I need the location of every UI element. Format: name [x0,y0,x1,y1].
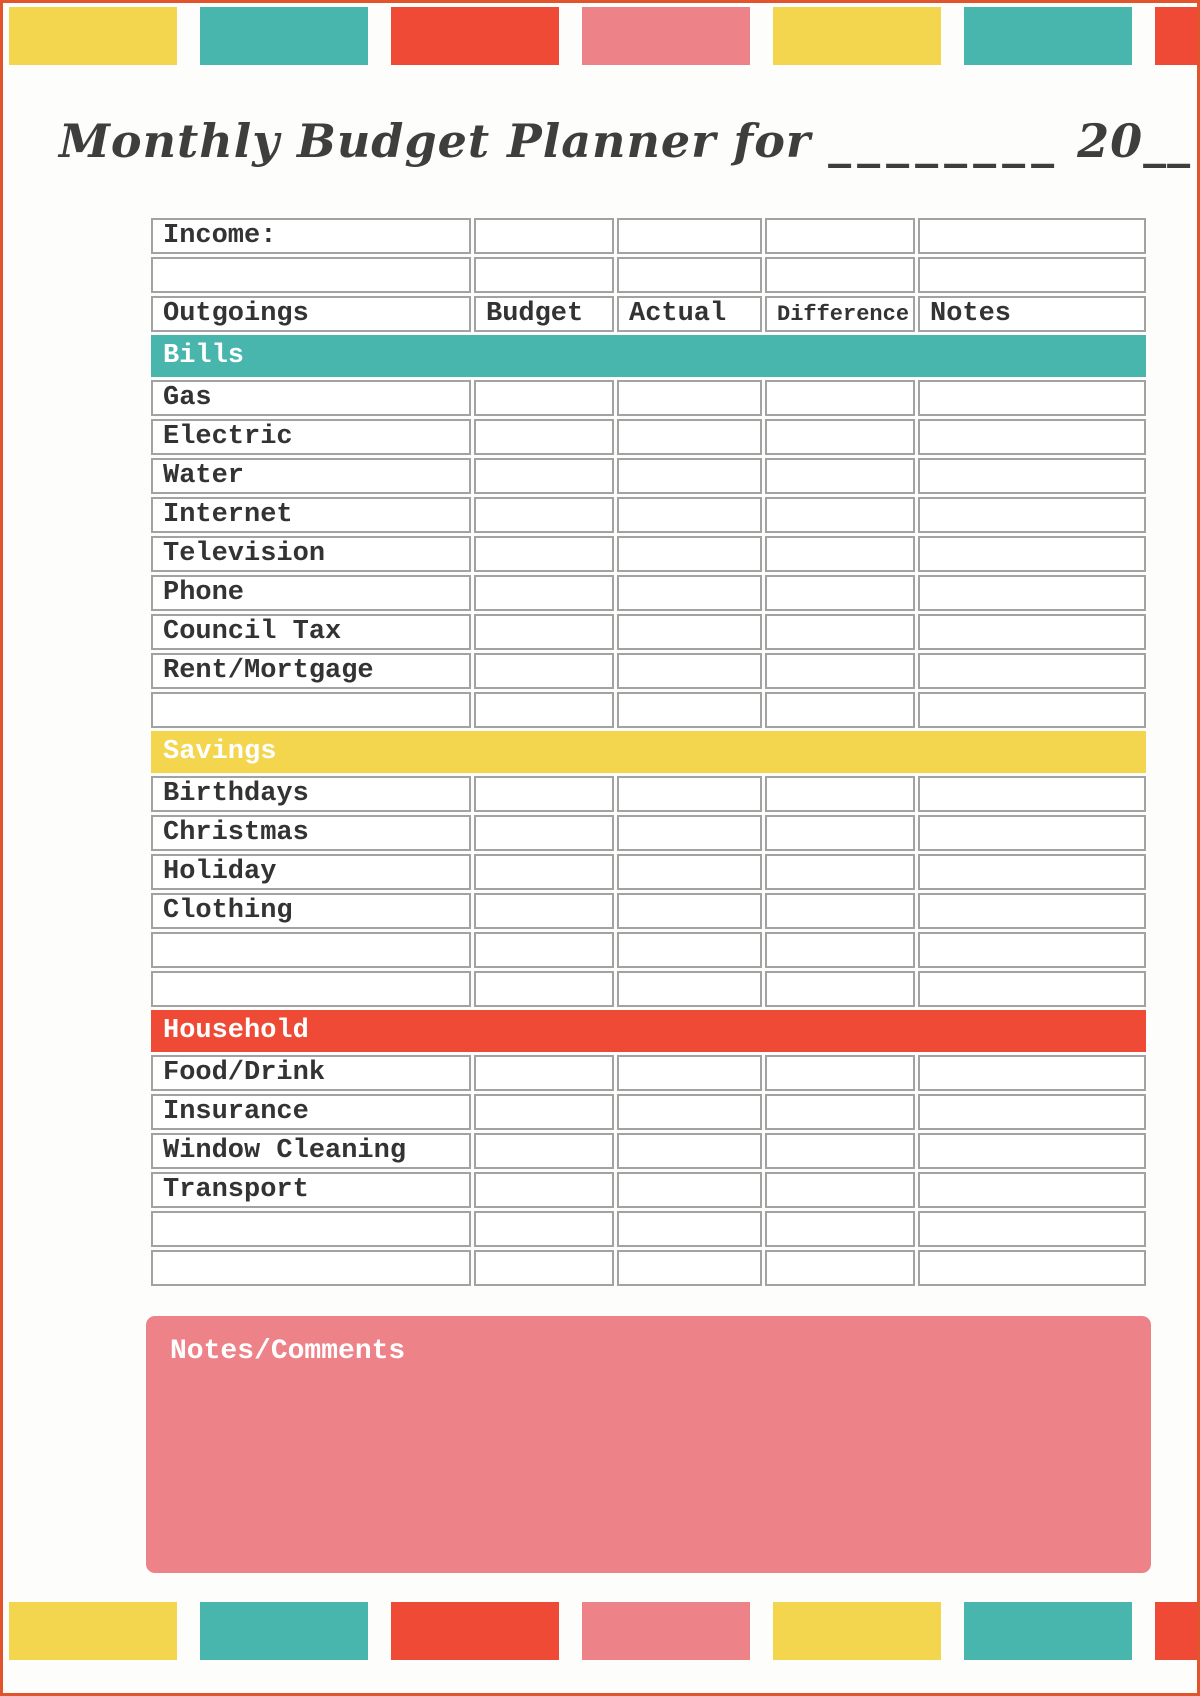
notes-comments-box [146,1316,1151,1573]
empty-cell [151,971,471,1007]
empty-cell [474,1055,614,1091]
empty-cell [918,1172,1146,1208]
empty-cell [474,575,614,611]
empty-cell [617,776,762,812]
red-color-block [1155,1602,1197,1660]
empty-cell [765,653,915,689]
row-label-rent-mortgage: Rent/Mortgage [151,653,471,689]
empty-cell [918,614,1146,650]
section-banner-bills: Bills [151,335,1146,377]
empty-cell [918,218,1146,254]
empty-cell [765,893,915,929]
empty-cell [765,380,915,416]
empty-cell [765,815,915,851]
empty-cell [617,1172,762,1208]
row-label-water: Water [151,458,471,494]
empty-cell [918,932,1146,968]
column-header-notes: Notes [918,296,1146,332]
row-label-gas: Gas [151,380,471,416]
empty-cell [918,1055,1146,1091]
empty-cell [765,1211,915,1247]
empty-cell [918,776,1146,812]
empty-cell [617,1250,762,1286]
empty-cell [765,1055,915,1091]
pink-color-block [582,1602,750,1660]
row-label-clothing: Clothing [151,893,471,929]
row-label-electric: Electric [151,419,471,455]
empty-cell [617,380,762,416]
empty-cell [151,932,471,968]
empty-cell [474,1133,614,1169]
empty-cell [918,1211,1146,1247]
empty-cell [765,257,915,293]
empty-cell [765,497,915,533]
empty-cell [474,1250,614,1286]
empty-cell [918,971,1146,1007]
empty-cell [918,497,1146,533]
empty-cell [765,1250,915,1286]
empty-cell [617,419,762,455]
empty-cell [474,380,614,416]
empty-cell [918,1094,1146,1130]
teal-color-block [964,7,1132,65]
empty-cell [151,1211,471,1247]
empty-cell [765,1133,915,1169]
yellow-color-block [9,1602,177,1660]
empty-cell [474,218,614,254]
empty-cell [918,893,1146,929]
empty-cell [918,575,1146,611]
empty-cell [617,575,762,611]
empty-cell [765,692,915,728]
row-label-council-tax: Council Tax [151,614,471,650]
teal-color-block [200,1602,368,1660]
column-header-actual: Actual [617,296,762,332]
empty-cell [617,893,762,929]
empty-cell [765,932,915,968]
row-label-phone: Phone [151,575,471,611]
section-banner-savings: Savings [151,731,1146,773]
empty-cell [765,1094,915,1130]
empty-cell [617,257,762,293]
empty-cell [918,1133,1146,1169]
row-label-internet: Internet [151,497,471,533]
yellow-color-block [773,1602,941,1660]
title-blank-line: ________ [828,113,1061,168]
empty-cell [474,1094,614,1130]
empty-cell [474,536,614,572]
yellow-color-block [773,7,941,65]
empty-cell [918,419,1146,455]
empty-cell [617,971,762,1007]
empty-cell [151,257,471,293]
empty-cell [474,971,614,1007]
empty-cell [474,497,614,533]
empty-cell [617,1094,762,1130]
empty-cell [765,218,915,254]
empty-cell [918,653,1146,689]
bottom-color-blocks [9,1602,1197,1660]
row-label-christmas: Christmas [151,815,471,851]
empty-cell [765,419,915,455]
teal-color-block [964,1602,1132,1660]
row-label-television: Television [151,536,471,572]
empty-cell [918,815,1146,851]
empty-cell [474,614,614,650]
income-label-cell: Income: [151,218,471,254]
empty-cell [474,893,614,929]
yellow-color-block [9,7,177,65]
pink-color-block [582,7,750,65]
budget-table [148,215,1149,1289]
empty-cell [617,692,762,728]
empty-cell [918,536,1146,572]
empty-cell [918,692,1146,728]
top-color-blocks [9,7,1197,65]
row-label-holiday: Holiday [151,854,471,890]
empty-cell [474,1211,614,1247]
empty-cell [617,653,762,689]
row-label-window-cleaning: Window Cleaning [151,1133,471,1169]
empty-cell [765,1172,915,1208]
red-color-block [391,7,559,65]
empty-cell [474,854,614,890]
column-header-budget: Budget [474,296,614,332]
empty-cell [617,1211,762,1247]
empty-cell [617,854,762,890]
row-label-birthdays: Birthdays [151,776,471,812]
empty-cell [765,776,915,812]
empty-cell [765,575,915,611]
empty-cell [617,218,762,254]
empty-cell [617,1055,762,1091]
empty-cell [617,932,762,968]
empty-cell [474,776,614,812]
empty-cell [918,257,1146,293]
empty-cell [918,380,1146,416]
empty-cell [474,458,614,494]
red-color-block [391,1602,559,1660]
column-header-outgoings: Outgoings [151,296,471,332]
column-header-difference: Difference [765,296,915,332]
red-color-block [1155,7,1197,65]
empty-cell [617,497,762,533]
page-title [59,114,1191,168]
empty-cell [765,854,915,890]
empty-cell [617,536,762,572]
empty-cell [474,815,614,851]
empty-cell [151,692,471,728]
title-year-blank: 20__ [1077,113,1192,168]
empty-cell [765,971,915,1007]
section-banner-household: Household [151,1010,1146,1052]
empty-cell [474,419,614,455]
empty-cell [617,815,762,851]
empty-cell [474,932,614,968]
empty-cell [474,653,614,689]
empty-cell [151,1250,471,1286]
empty-cell [474,257,614,293]
row-label-transport: Transport [151,1172,471,1208]
row-label-insurance: Insurance [151,1094,471,1130]
teal-color-block [200,7,368,65]
empty-cell [617,458,762,494]
empty-cell [765,458,915,494]
empty-cell [617,614,762,650]
row-label-food-drink: Food/Drink [151,1055,471,1091]
empty-cell [918,458,1146,494]
empty-cell [765,536,915,572]
empty-cell [918,1250,1146,1286]
title-text: Monthly Budget Planner for [59,113,812,168]
empty-cell [474,1172,614,1208]
notes-comments-label: Notes/Comments [170,1336,406,1367]
empty-cell [474,692,614,728]
empty-cell [765,614,915,650]
empty-cell [918,854,1146,890]
empty-cell [617,1133,762,1169]
